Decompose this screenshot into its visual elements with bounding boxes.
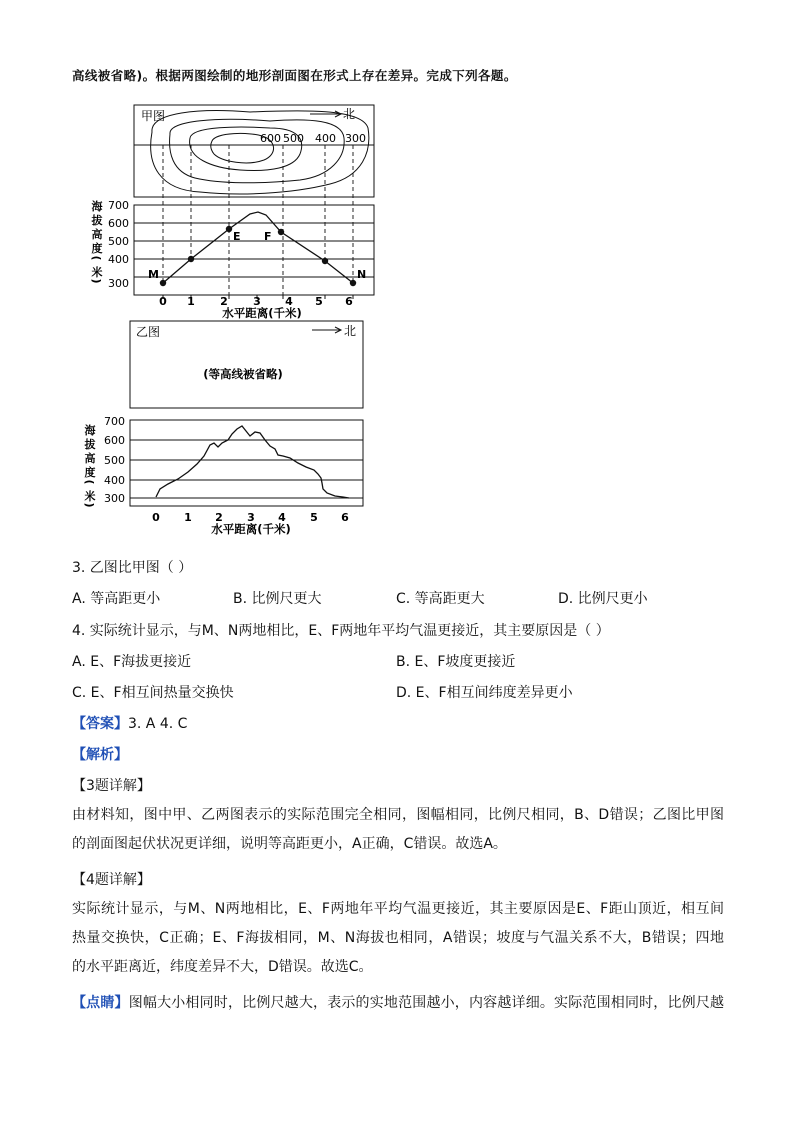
contour-label-300: 300: [345, 132, 366, 145]
map-a-title: 甲图: [141, 109, 166, 123]
profile-b-xtick-0: 0: [152, 511, 160, 524]
profile-a-xtick-3: 3: [253, 295, 261, 308]
profile-a-ytick-300: 300: [108, 277, 129, 290]
map-b-frame: [130, 321, 363, 408]
profile-b-xtick-3: 3: [247, 511, 255, 524]
profile-b-ylabel-4: (: [83, 479, 96, 485]
label-f: F: [264, 230, 272, 243]
q4-detail-line-1: 实际统计显示，与M、N两地相比，E、F两地年平均气温更接近，其主要原因是E、F距山顶近，相互间: [72, 901, 724, 917]
answer-text: 3. A 4. C: [128, 716, 188, 732]
point-e: [226, 226, 232, 232]
profile-a-xtick-1: 1: [187, 295, 195, 308]
profile-b-ylabel-6: ): [83, 502, 96, 508]
contour-label-400: 400: [315, 132, 336, 145]
point-n: [350, 280, 356, 286]
profile-b-xtick-4: 4: [278, 511, 286, 524]
profile-b-xlabel: 水平距离(千米): [211, 522, 291, 536]
profile-a-ylabel-2: 高: [91, 228, 103, 241]
profile-a-ytick-600: 600: [108, 217, 129, 230]
intro-text: 高线被省略)。根据两图绘制的地形剖面图在形式上存在差异。完成下列各题。: [72, 68, 517, 83]
profile-a-xlabel: 水平距离(千米): [222, 306, 302, 320]
answer-line: [72, 713, 187, 733]
profile-b-ylabel-3: 度: [84, 466, 96, 479]
analysis-label: 【解析】: [72, 747, 128, 763]
tip-text: 图幅大小相同时，比例尺越大，表示的实地范围越小，内容越详细。实际范围相同时，比例尺越: [128, 995, 725, 1011]
contour-400: [170, 119, 345, 182]
q3-detail-title: 【3题详解】: [72, 778, 151, 794]
tip-label: 【点睛】: [72, 995, 129, 1011]
label-m: M: [148, 268, 159, 281]
profile-a-ytick-500: 500: [108, 235, 129, 248]
profile-b-ytick-300: 300: [104, 492, 125, 505]
projection-lines: [163, 145, 353, 295]
profile-a-ytick-400: 400: [108, 253, 129, 266]
q4-detail-title: 【4题详解】: [72, 872, 151, 888]
profile-a-ylabel-4: (: [90, 255, 103, 261]
profile-b-xtick-1: 1: [184, 511, 192, 524]
profile-a-xtick-4: 4: [285, 295, 293, 308]
answer-label: 【答案】: [72, 716, 128, 732]
q4-option-b: B. E、F坡度更接近: [396, 654, 516, 670]
profile-b-ytick-600: 600: [104, 434, 125, 447]
profile-a: [134, 205, 374, 299]
profile-b-xtick-5: 5: [310, 511, 318, 524]
label-e: E: [233, 230, 241, 243]
profile-a-xtick-5: 5: [315, 295, 323, 308]
q3-stem: 3. 乙图比甲图（ ）: [72, 560, 193, 576]
point-400-south: [188, 256, 194, 262]
tip-line: [72, 989, 724, 1018]
map-a-north: 北: [343, 107, 356, 121]
label-n: N: [357, 268, 367, 281]
q3-option-d: D. 比例尺更小: [558, 591, 648, 607]
profile-a-xtick-6: 6: [345, 295, 353, 308]
q4-detail-line-3: 的水平距离近，纬度差异不大，D错误。故选C。: [72, 959, 373, 975]
contour-label-600: 600: [260, 132, 281, 145]
profile-b-xtick-6: 6: [341, 511, 349, 524]
profile-b-ylabel-1: 拔: [84, 438, 96, 451]
point-f: [278, 229, 284, 235]
terrain-figure: [0, 0, 794, 560]
profile-b-ylabel-0: 海: [84, 424, 96, 437]
profile-b-xtick-2: 2: [215, 511, 223, 524]
profile-b-ylabel-2: 高: [84, 452, 96, 465]
profile-b-ytick-400: 400: [104, 474, 125, 487]
map-a: [134, 105, 374, 197]
q3-option-b: B. 比例尺更大: [233, 591, 322, 607]
q3-option-a: A. 等高距更小: [72, 591, 161, 607]
profile-a-ylabel-3: 度: [91, 242, 103, 255]
map-b-north: 北: [344, 324, 357, 338]
profile-a-ylabel-6: ): [90, 278, 103, 284]
profile-b-ytick-700: 700: [104, 415, 125, 428]
q4-option-c: C. E、F相互间热量交换快: [72, 685, 234, 701]
map-b: [130, 321, 363, 408]
q4-option-a: A. E、F海拔更接近: [72, 654, 192, 670]
profile-a-xtick-2: 2: [220, 295, 228, 308]
profile-a-frame: [134, 205, 374, 295]
q3-option-c: C. 等高距更大: [396, 591, 485, 607]
profile-b-ytick-500: 500: [104, 454, 125, 467]
q4-stem: 4. 实际统计显示，与M、N两地相比，E、F两地年平均气温更接近，其主要原因是（ ）: [72, 623, 610, 639]
profile-b: [130, 420, 363, 506]
profile-a-ylabel-1: 拔: [91, 214, 103, 227]
profile-a-ytick-700: 700: [108, 199, 129, 212]
profile-a-ylabel-0: 海: [91, 200, 103, 213]
map-b-title: 乙图: [136, 325, 161, 339]
map-b-note: (等高线被省略): [203, 367, 283, 381]
q4-detail-line-2: 热量交换快，C正确；E、F海拔相同，M、N海拔也相同，A错误；坡度与气温关系不大，B错误；四地: [72, 930, 724, 946]
contour-300: [151, 111, 369, 194]
profile-a-ylabel-5: 米: [91, 266, 103, 279]
q4-option-d: D. E、F相互间纬度差异更小: [396, 685, 573, 701]
profile-a-xtick-0: 0: [159, 295, 167, 308]
profile-b-curve: [156, 426, 349, 498]
point-400-north: [322, 258, 328, 264]
q3-detail-line-1: 由材料知，图中甲、乙两图表示的实际范围完全相同，图幅相同，比例尺相同，B、D错误；乙图比甲图: [72, 807, 724, 823]
point-m: [160, 280, 166, 286]
contour-label-500: 500: [283, 132, 304, 145]
profile-b-ylabel-5: 米: [84, 490, 96, 503]
q3-detail-line-2: 的剖面图起伏状况更详细，说明等高距更小，A正确，C错误。故选A。: [72, 836, 507, 852]
